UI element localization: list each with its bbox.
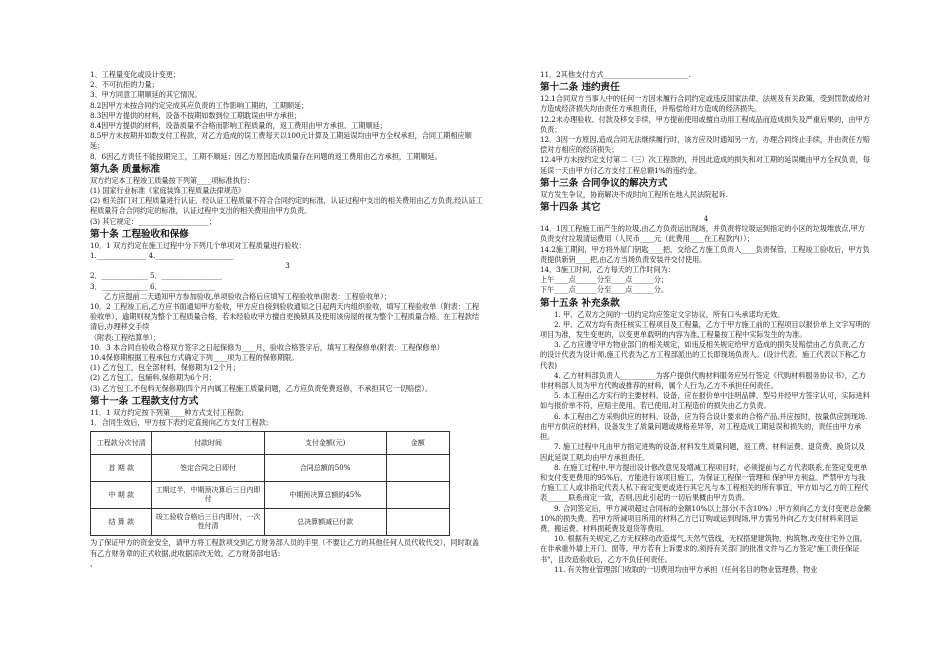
clause-12-3: 12．3因一方原因,造成合同无法继续履行时，该方应及时通知另一方，办理合同终止手续，并由责任方赔偿对方相应的经济损失；	[540, 135, 870, 155]
paragraph: 2、不可抗拒的力量；	[90, 80, 159, 90]
table-cell: 工期过半，中期预决算后三日内即付	[152, 482, 264, 509]
clause-8-5: 8.5甲方未按期并如数支付工程款，对乙方造成的误工费每天以100元计算及工期延误均由甲方全权承担，合同工期相应顺延；	[90, 131, 472, 151]
clause-8-4: 8.4因甲方提供的材料，设备质量不合格而影响工程质量的，返工费用由甲方承担，工期顺延；	[90, 121, 387, 131]
supplementary-clause: 7. 施工过程中凡由甲方指定进购的设备,材料发生质量问题，返工费、材料运费、退货费、换货以及因此延误工期,均由甲方承担责任。	[540, 442, 866, 462]
paragraph: (3) 乙方包工,不包料无保修期(四个月内属工程施工质量问题，乙方应负责免费返修，不承担其它一切赔偿）。	[90, 383, 432, 393]
table-row	[91, 482, 450, 509]
heading-article-9: 第九条 质量标准	[90, 163, 161, 175]
paragraph: 1、工程量变化或设计变更；	[90, 70, 181, 79]
clause-10-1: 10．1 双方约定在施工过程中分下列几个单项对工程质量进行验收：	[90, 240, 306, 250]
page-number: 3	[285, 261, 290, 271]
supplementary-clause: 4. 乙方材料部负责人__________为客户提供代购材料服务应另行签定《代购材料服务协议书》，乙方非材料部人员为甲方代购或推荐的材料，属个人行为,乙方不承担任何责任。	[540, 370, 867, 391]
table-cell: 中 期 款	[91, 482, 152, 509]
table-header-cell: 工程款分次付清	[91, 432, 152, 455]
clause-14-1: 14．1因工程施工而产生的垃圾,由乙方负责运出现场，并负责将垃圾运到指定的小区的垃圾堆放点,甲方负责支付垃圾清运费用（人民币____元（此费用____在工程款内））；	[540, 224, 865, 244]
supplementary-clause: 3. 乙方应遵守甲方物业部门的相关规定，如违反相关规定给甲方造成的损失及赔偿由乙方负责,乙方的设计代表为设计师,施工代表为乙方工程部派出的工长即现场负责人。(设计代表、施工代表以下称乙方代表)	[540, 340, 867, 370]
supplementary-clause: 11. 有关物业管理部门收取的一切费用均由甲方承担（任何名目的物业管理费、物业	[554, 564, 818, 574]
supplementary-clause: 10. 根据有关规定,乙方无权移动改造煤气,天然气管线，无权搭建建筑物、构筑物,改变住宅外立面，在非承重外墙上开门、窗等。甲方若有上诉要求的,须持有关部门的批准文件与乙方签定"施工责任保证书"，且改造验收后，乙方不负任何责任。	[540, 534, 867, 564]
paragraph: 为了保证甲方的资金安全，请甲方将工程款项交到乙方财务部人员的手里（不要让乙方的其他任何人员代收代交），同时取盖有乙方财务章的正式收据,此收据凉改无效。乙方财务部电话:	[90, 538, 479, 558]
clause-8-3: 8.3因甲方提供的材料，设备不按期如数到位工期耽误由甲方承担；	[90, 110, 302, 120]
table-cell	[386, 455, 449, 482]
supplementary-clause: 6. 本工程由乙方采购供应的材料、设备，应为符合设计要求的合格产品,并应按时，按量供应到现场.由甲方供应的材料，设备发生了质量问题或规格差异等，对工程造成工期延误和损失的，责任由甲方承担。	[540, 411, 868, 442]
clause-10-3: 10．3 本合同自验收合格双方签字之日起保修为____月，验收合格签字后，填写工程保修单(附表：工程保修单）	[90, 342, 444, 352]
clause-10-4: 10.4保修期根据工程承包方式确定下列____项为工程的保修期限。	[90, 353, 299, 363]
left-column	[90, 70, 485, 569]
table-row	[91, 509, 450, 536]
table-cell: 总决算额减已付款	[264, 509, 386, 536]
heading-article-12: 第十二条 违约责任	[540, 82, 620, 94]
clause-8-2: 8.2因甲方未按合同约定完成其应负责的工作影响工期的，工期顺延；	[90, 100, 309, 110]
heading-article-15: 第十五条 补充条款	[540, 297, 620, 309]
supplementary-clause: 9. 合同签定后，甲方减项超过合同标的金额10%以上部分(不含10%）,甲方须向乙方支付变更总金额10%的损失费。若甲方所减项目所用的材料乙方已订购或运到现场,甲方需另外向乙方支付材料来回运费、搬运费、材料损耗费及退货等费用。	[540, 503, 871, 533]
heading-article-11: 第十一条 工程款支付方式	[90, 395, 199, 407]
supplementary-clause: 8. 在施工过程中,甲方提出设计修改意见及增减工程项目时，必须提前与乙方代表联系,在签定变更单和支付变更费用的95%后，方能进行该项目施工，为保证工程保一管理和 保护甲方利益。严禁甲方与我方施工工人或非指定代表人私下商定变更或进行其它凡与本工程相关的所有事宜，甲方如与乙方的工程代表______联系商定一致，否则,因此引起的一切后果概由甲方负责。	[540, 462, 869, 503]
clause-14-2: 14.2施工期间，甲方将外屋门钥匙____把，交给乙方施工负责人____负责保管，工程竣工验收后，甲方负责提供新钥____把,由乙方当场负责安装并交付使用。	[540, 244, 870, 264]
clause-12-2: 12.2未办理验收、付款及移交手续，甲方提前使用或擅自动用工程成品而造成损失及严重后果的，由甲方负责；	[540, 114, 870, 134]
paragraph: (3) 其它规定：____________________；	[90, 216, 216, 226]
paragraph: 双方发生争议，协商解决不成时向工程所在地人民法院起诉.	[540, 189, 728, 199]
clause-12-4: 12.4甲方未按约定支付第二（三）次工程款的，并因此造成的损失和对工期的延误概由甲方全权负责，每延误一天由甲方付乙方支付工程总额1%的违约金。	[540, 155, 870, 175]
table-header-cell: 支付金额(元)	[264, 432, 386, 455]
paragraph: 3、甲方同意工期顺延的其它情况。	[90, 90, 202, 100]
heading-article-14: 第十四条 其它	[540, 202, 601, 214]
table-cell: 竣工验收合格后三日内即付，一次性付清	[152, 509, 264, 536]
paragraph: 、	[90, 558, 98, 568]
table-cell: 中期预决算总额的45%	[264, 482, 386, 509]
paragraph: 2．_____________ 5．_________________	[90, 271, 222, 281]
paragraph: 下午____点______分至____点______分。	[540, 285, 668, 295]
paragraph: (1) 乙方包工，包全部材料，保修期为12个月；	[90, 363, 240, 373]
table-header-row	[91, 432, 450, 455]
paragraph: (1) 国家行业标准《家庭装饰工程质量法律规范》	[90, 186, 246, 196]
paragraph: 1．合同生效后，甲方按下表约定直接向乙方支付工程款:	[90, 418, 269, 428]
supplementary-clause: 1. 甲、乙双方之间的一切约定均应签定文字协议，所有口头承诺均无效。	[554, 309, 785, 319]
table-cell	[386, 509, 449, 536]
clause-10-2: 10．2 工程竣工后,乙方应书面通知甲方验收，甲方应自接到验收通知之日起两天内组织验收，填写工程验收单（附表：工程验收单），逾期则视为整个工程质量合格，若未经验收甲方擅自更换锁具及使用该房屋的视为整个工程质量合格。在工程款结清后,办理移交手续	[90, 302, 480, 332]
supplementary-clause: 5. 本工程由乙方实行的主要材料、设备，应在报价单中注明品牌、型号并经甲方签字认可，实际进料如与报价单不符，应赔主使用。若已使用,对工程造价的损失由乙方负责。	[540, 391, 870, 411]
paragraph: 1.______________ 4.______________________	[90, 251, 234, 261]
heading-article-13: 第十三条 合同争议的解决方式	[540, 177, 668, 189]
table-cell: 首 期 款	[91, 455, 152, 482]
table-cell	[386, 482, 449, 509]
table-cell: 签定合同之日即付	[152, 455, 264, 482]
heading-article-10: 第十条 工程验收和保修	[90, 228, 189, 240]
paragraph: 乙方应提前二天通知甲方参加验收,单项验收合格后应填写工程验收单(附表：工程验收单）；	[104, 291, 391, 301]
clause-12-1: 12.1合同双方当事人中的任何一方因未履行合同约定或违反国家法律、法规及有关政策，受到罚款或给对方造成经济损失均由责任方承担责任，并赔偿给对方造成的经济损失。	[540, 94, 870, 114]
table-header-cell: 金额	[386, 432, 449, 455]
table-cell: 合同总额的50%	[264, 455, 386, 482]
paragraph: 双方约定本工程竣工质量按下列第____项标准执行：	[90, 175, 255, 185]
clause-14-3: 14．3施工时间，乙方每天的工作时间为：	[540, 265, 675, 275]
clause-11-1: 11．1 双方约定按下列第____种方式支付工程款;	[90, 407, 244, 417]
paragraph: (2) 乙方包工，包辅料,保修期为6个月；	[90, 373, 217, 383]
supplementary-clause: 2. 甲、乙双方均有责任核实工程项目及工程量，乙方于甲方施工前的工程项目以报价单上文字写明的项目为准，发生变更的，以变更单载明的内容为准,工程量按工程中实际发生的为准。	[540, 319, 870, 340]
paragraph: 3．_____________ 6．_______________	[90, 281, 215, 291]
table-cell: 结 算 款	[91, 509, 152, 536]
page-number: 4	[703, 214, 709, 224]
right-column	[540, 70, 872, 575]
clause-11-2: 11．2其他支付方式________________________.	[540, 70, 691, 79]
paragraph: （附表:工程结算单）；	[90, 332, 161, 342]
payment-table	[90, 431, 450, 536]
paragraph: (2) 相关部门对工程质量进行认证，经认证工程质量不符合合同约定的标准，认证过程中支出的相关费用由乙方负责,经认证工程质量符合合同约定的标准，认证过程中支出的相关费用由甲方负责。	[90, 196, 483, 216]
clause-8-6: 8．6因乙方责任不能按期完工，工期不顺延；因乙方原因造成质量存在问题的返工费用由乙方承担，工期顺延。	[90, 151, 442, 161]
table-header-cell: 付款时间	[152, 432, 264, 455]
table-row	[91, 455, 450, 482]
paragraph: 上午____点______分至____点______分；	[540, 275, 668, 285]
